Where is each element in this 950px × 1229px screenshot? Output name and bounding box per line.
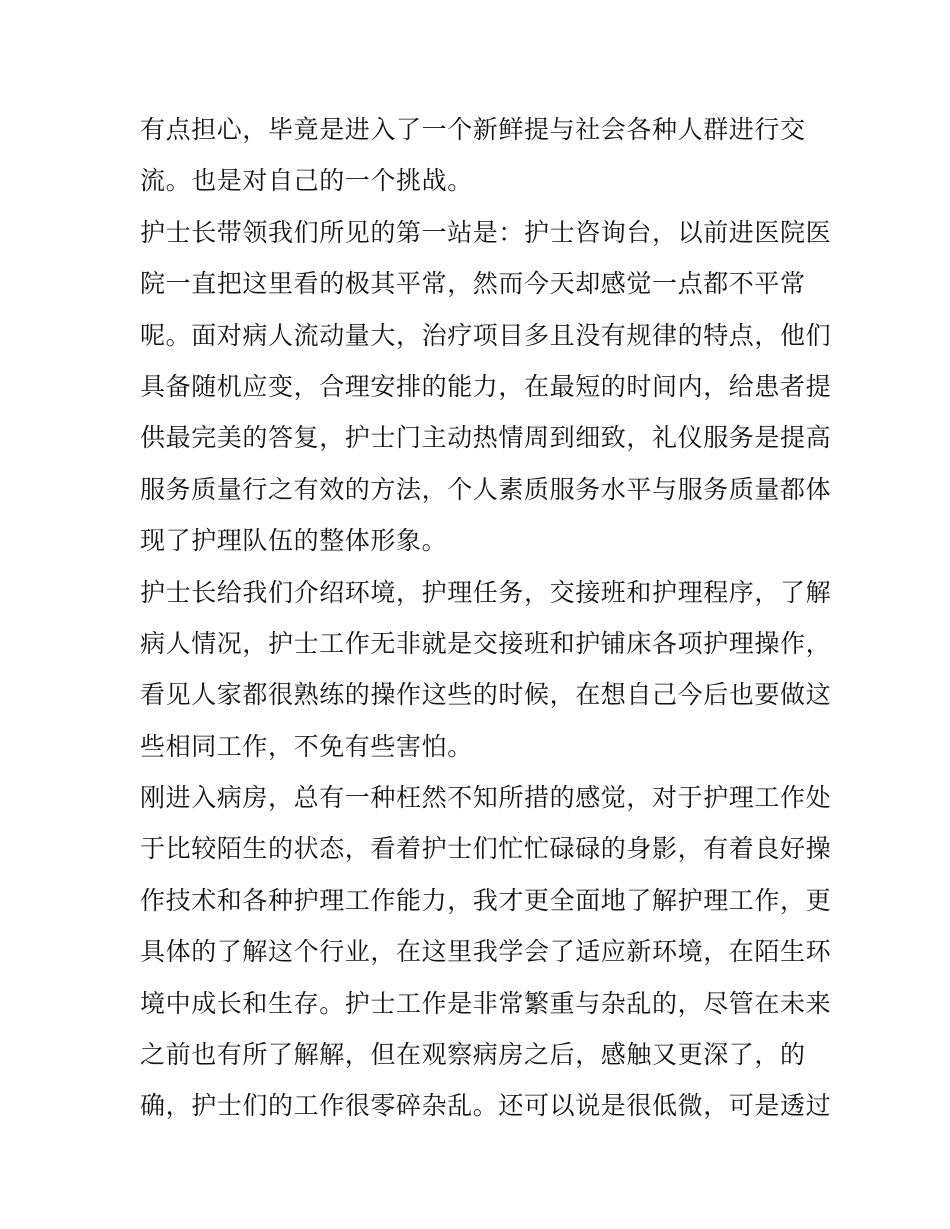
text-line-9: 现了护理队伍的整体形象。 xyxy=(140,526,448,556)
text-line-3: 护士长带领我们所见的第一站是：护士咨询台，以前进医院医 xyxy=(140,217,832,247)
text-line-1: 有点担心，毕竟是进入了一个新鲜提与社会各种人群进行交 xyxy=(140,115,806,144)
text-line-17: 具体的了解这个行业，在这里我学会了适应新环境，在陌生环 xyxy=(140,937,832,967)
text-line-15: 于比较陌生的状态，看着护士们忙忙碌碌的身影，有着良好操 xyxy=(140,834,832,864)
text-line-19: 之前也有所了解解，但在观察病房之后，感触又更深了，的 xyxy=(140,1040,806,1070)
text-line-16: 作技术和各种护理工作能力，我才更全面地了解护理工作，更 xyxy=(140,885,832,915)
text-line-20: 确，护士们的工作很零碎杂乱。还可以说是很低微，可是透过 xyxy=(140,1091,832,1121)
text-line-5: 呢。面对病人流动量大，治疗项目多且没有规律的特点，他们 xyxy=(140,320,832,350)
text-line-11: 病人情况，护士工作无非就是交接班和护铺床各项护理操作， xyxy=(140,628,832,658)
text-line-14: 刚进入病房，总有一种枉然不知所措的感觉，对于护理工作处 xyxy=(140,783,832,813)
text-line-10: 护士长给我们介绍环境，护理任务，交接班和护理程序，了解 xyxy=(140,577,832,607)
text-line-18: 境中成长和生存。护士工作是非常繁重与杂乱的，尽管在未来 xyxy=(140,988,832,1018)
text-line-4: 院一直把这里看的极其平常，然而今天却感觉一点都不平常 xyxy=(140,269,806,299)
text-line-13: 些相同工作，不免有些害怕。 xyxy=(140,731,473,761)
text-line-12: 看见人家都很熟练的操作这些的时候，在想自己今后也要做这 xyxy=(140,680,832,710)
text-line-6: 具备随机应变，合理安排的能力，在最短的时间内，给患者提 xyxy=(140,371,832,401)
document-text-body xyxy=(140,104,830,1132)
text-line-7: 供最完美的答复，护士门主动热情周到细致，礼仪服务是提高 xyxy=(140,423,832,453)
text-line-8: 服务质量行之有效的方法，个人素质服务水平与服务质量都体 xyxy=(140,474,832,504)
text-line-2: 流。也是对自己的一个挑战。 xyxy=(140,166,473,196)
